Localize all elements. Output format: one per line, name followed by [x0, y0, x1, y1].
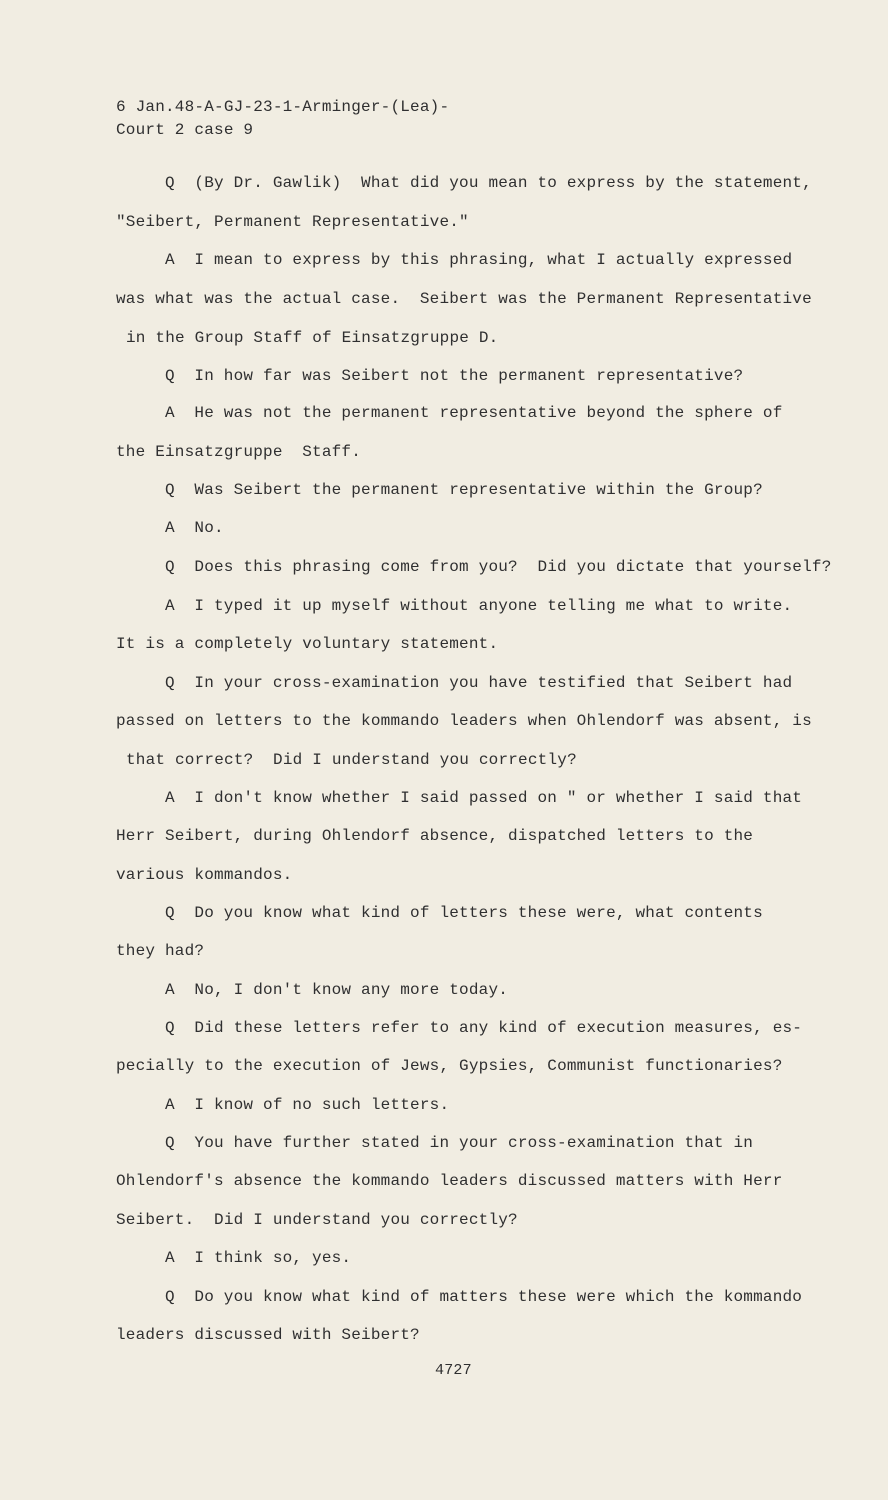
text-line: Q Do you know what kind of matters these were which the kommando: [165, 1288, 803, 1306]
text-line: Q Do you know what kind of letters these were, what contents: [165, 904, 763, 922]
text-line: "Seibert, Permanent Representative.": [116, 213, 469, 231]
text-line: A No.: [165, 519, 224, 537]
text-line: It is a completely voluntary statement.: [116, 635, 499, 653]
text-line: Ohlendorf's absence the kommando leaders discussed matters with Herr: [116, 1172, 783, 1190]
header-reference: 6 Jan.48-A-GJ-23-1-Arminger-(Lea)-: [116, 98, 450, 116]
text-line: Q In how far was Seibert not the permanent representative?: [165, 367, 744, 385]
text-line: A I mean to express by this phrasing, what I actually expressed: [165, 251, 793, 269]
page-number: 4727: [435, 1362, 472, 1379]
text-line: A He was not the permanent representative beyond the sphere of: [165, 404, 783, 422]
text-line: the Einsatzgruppe Staff.: [116, 443, 362, 461]
text-line: Seibert. Did I understand you correctly?: [116, 1211, 518, 1229]
text-line: Q You have further stated in your cross-examination that in: [165, 1134, 754, 1152]
text-line: Q Did these letters refer to any kind of execution measures, es-: [165, 1019, 803, 1037]
text-line: they had?: [116, 942, 205, 960]
text-line: A I don't know whether I said passed on " or whether I said that: [165, 789, 803, 807]
text-line: Q In your cross-examination you have testified that Seibert had: [165, 674, 793, 692]
text-line: Q Was Seibert the permanent representative within the Group?: [165, 481, 763, 499]
text-line: various kommandos.: [116, 866, 293, 884]
text-line: Q Does this phrasing come from you? Did you dictate that yourself?: [165, 558, 832, 576]
text-line: was what was the actual case. Seibert was the Permanent Representative: [116, 290, 812, 308]
text-line: Q (By Dr. Gawlik) What did you mean to express by the statement,: [165, 174, 812, 192]
text-line: leaders discussed with Seibert?: [116, 1326, 420, 1344]
text-line: A I typed it up myself without anyone telling me what to write.: [165, 597, 793, 615]
text-line: A I know of no such letters.: [165, 1096, 450, 1114]
header-court-case: Court 2 case 9: [116, 121, 254, 139]
text-line: that correct? Did I understand you correctly?: [126, 751, 577, 769]
text-line: in the Group Staff of Einsatzgruppe D.: [126, 329, 499, 347]
text-line: pecially to the execution of Jews, Gypsies, Communist functionaries?: [116, 1057, 783, 1075]
text-line: A I think so, yes.: [165, 1249, 352, 1267]
text-line: passed on letters to the kommando leaders when Ohlendorf was absent, is: [116, 712, 812, 730]
text-line: A No, I don't know any more today.: [165, 981, 509, 999]
document-header: [116, 96, 449, 142]
text-line: Herr Seibert, during Ohlendorf absence, dispatched letters to the: [116, 827, 754, 845]
